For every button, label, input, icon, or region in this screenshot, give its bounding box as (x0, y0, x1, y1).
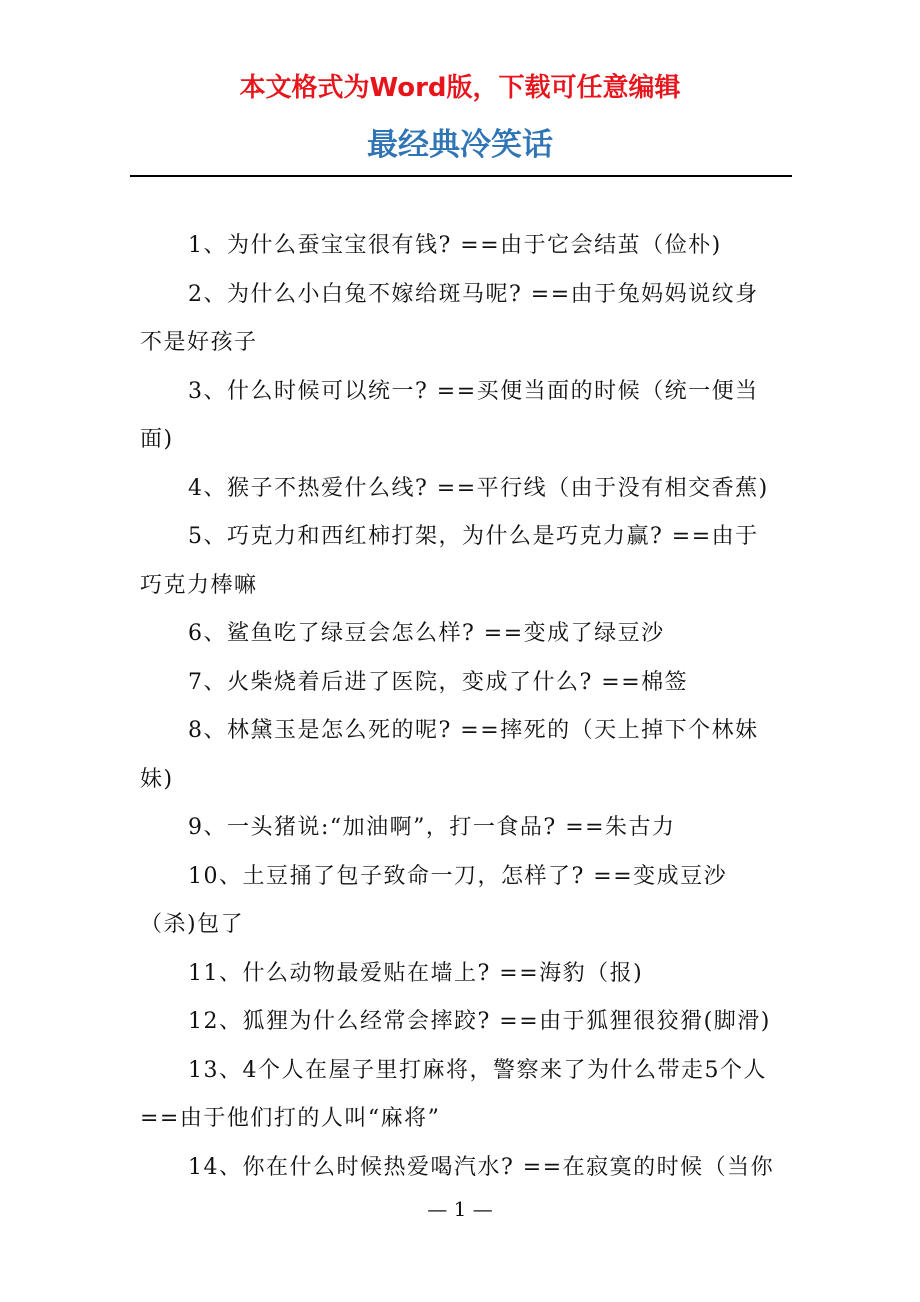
joke-item-8: 8、林黛玉是怎么死的呢? ==摔死的（天上掉下个林妹妹) (140, 718, 759, 792)
joke-item-9: 9、一头猪说:“加油啊”，打一食品? ==朱古力 (188, 815, 676, 840)
joke-item-4: 4、猴子不热爱什么线? ==平行线（由于没有相交香蕉) (188, 475, 769, 501)
joke-list (140, 222, 782, 1192)
format-notice: 本文格式为Word版，下载可任意编辑 (239, 73, 681, 103)
joke-item-11: 11、什么动物最爱贴在墙上? ==海豹（报) (188, 960, 644, 986)
title-divider (130, 175, 792, 177)
document-title: 最经典冷笑话 (367, 127, 553, 163)
page-number: — 1 — (427, 1197, 493, 1221)
joke-item-7: 7、火柴烧着后进了医院，变成了什么? ==棉签 (188, 669, 689, 695)
joke-item-2: 2、为什么小白兔不嫁给斑马呢? ==由于兔妈妈说纹身不是好孩子 (140, 281, 759, 355)
joke-item-6: 6、鲨鱼吃了绿豆会怎么样? ==变成了绿豆沙 (188, 621, 665, 646)
joke-item-10: 10、土豆捅了包子致命一刀，怎样了? ==变成豆沙（杀)包了 (140, 863, 728, 937)
joke-item-12: 12、狐狸为什么经常会摔跤? ==由于狐狸很狡猾(脚滑) (188, 1009, 771, 1034)
joke-item-1: 1、为什么蚕宝宝很有钱? ==由于它会结茧（俭朴) (188, 233, 722, 258)
joke-item-13: 13、4个人在屋子里打麻将，警察来了为什么带走5个人==由于他们打的人叫“麻将” (140, 1057, 767, 1131)
joke-item-3: 3、什么时候可以统一? ==买便当面的时候（统一便当面) (140, 378, 759, 452)
joke-item-5: 5、巧克力和西红柿打架，为什么是巧克力赢? ==由于巧克力棒嘛 (140, 524, 759, 598)
joke-item-14: 14、你在什么时候热爱喝汽水? ==在寂寞的时候（当你 (188, 1154, 775, 1180)
